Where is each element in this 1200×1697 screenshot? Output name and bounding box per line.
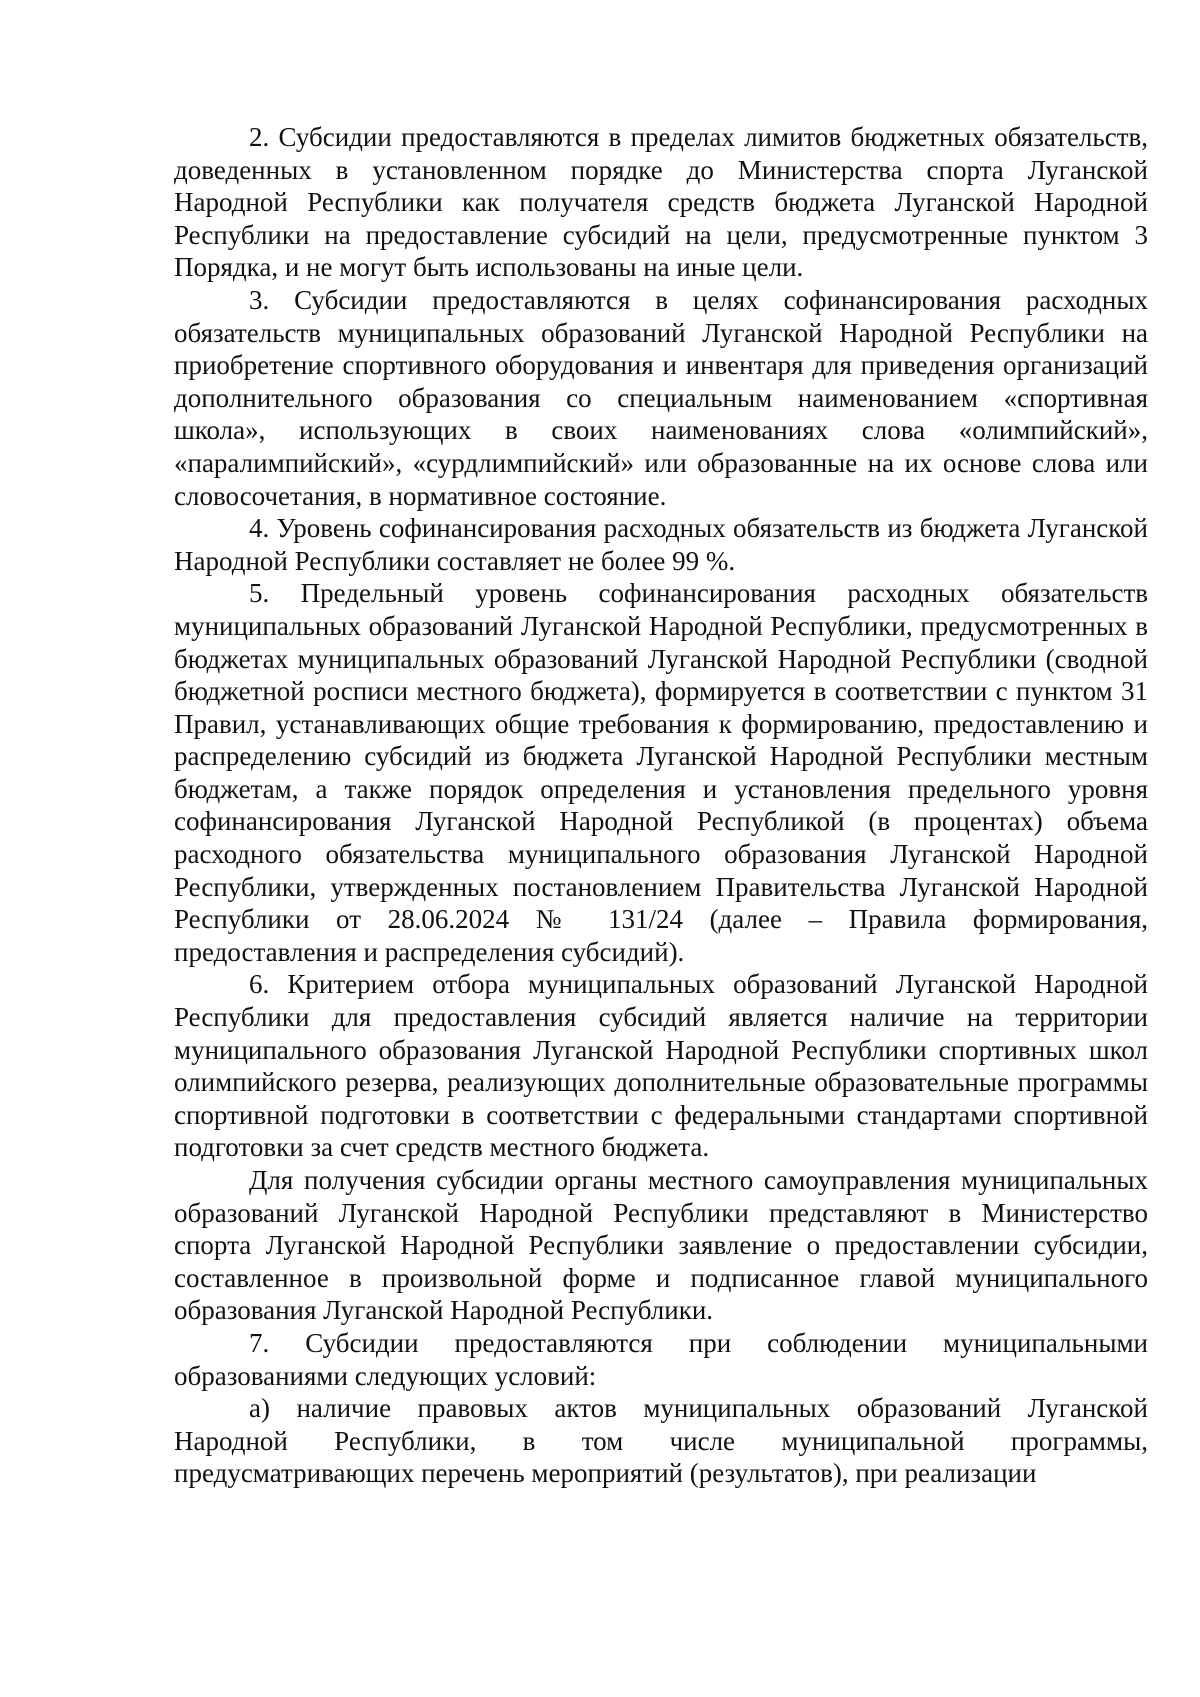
paragraph-7-conditions: 7. Субсидии предоставляются при соблюдении муниципальными образованиями следующих условий: bbox=[174, 1327, 1148, 1391]
paragraph-6-selection-criterion: 6. Критерием отбора муниципальных образований Луганской Народной Республики для предоставления субсидий является наличие на территории муниципального образования Луганской Народной Республики спортивных школ олимпийского резерва, реализующих дополнительные образовательные программы спортивной подготовки в соответствии с федеральными стандартами спортивной подготовки за счет средств местного бюджета. bbox=[174, 969, 1148, 1163]
paragraph-5-max-cofinancing-level: 5. Предельный уровень софинансирования расходных обязательств муниципальных образований Луганской Народной Республики, предусмотренных в бюджетах муниципальных образований Луганской Народной Республики (сводной бюджетной росписи местного бюджета), формируется в соответствии с пунктом 31 Правил, устанавливающих общие требования к формированию, предоставлению и распределению субсидий из бюджета Луганской Народной Республики местным бюджетам, а также порядок определения и установления предельного уровня софинансирования Луганской Народной Республикой (в процентах) объема расходного обязательства муниципального образования Луганской Народной Республики, утвержденных постановлением Правительства Луганской Народной Республики от 28.06.2024 № 131/24 (далее – Правила формирования, предоставления и распределения субсидий). bbox=[174, 578, 1148, 967]
paragraph-application-procedure: Для получения субсидии органы местного самоуправления муниципальных образований Луганской Народной Республики представляют в Министерство спорта Луганской Народной Республики заявление о предоставлении субсидии, составленное в произвольной форме и подписанное главой муниципального образования Луганской Народной Республики. bbox=[174, 1165, 1148, 1326]
paragraph-2-subsidy-limits: 2. Субсидии предоставляются в пределах лимитов бюджетных обязательств, доведенных в установленном порядке до Министерства спорта Луганской Народной Республики как получателя средств бюджета Луганской Народной Республики на предоставление субсидий на цели, предусмотренные пунктом 3 Порядка, и не могут быть использованы на иные цели. bbox=[174, 122, 1148, 283]
paragraph-7a-legal-acts: а) наличие правовых актов муниципальных образований Луганской Народной Республики, в том числе муниципальной программы, предусматривающих перечень мероприятий (результатов), при реализации bbox=[174, 1393, 1148, 1489]
document-body bbox=[174, 121, 1148, 1490]
paragraph-3-subsidy-purpose: 3. Субсидии предоставляются в целях софинансирования расходных обязательств муниципальных образований Луганской Народной Республики на приобретение спортивного оборудования и инвентаря для приведения организаций дополнительного образования со специальным наименованием «спортивная школа», использующих в своих наименованиях слова «олимпийский», «паралимпийский», «сурдлимпийский» или образованные на их основе слова или словосочетания, в нормативное состояние. bbox=[174, 284, 1148, 511]
paragraph-4-cofinancing-level: 4. Уровень софинансирования расходных обязательств из бюджета Луганской Народной Республики составляет не более 99 %. bbox=[174, 513, 1148, 576]
